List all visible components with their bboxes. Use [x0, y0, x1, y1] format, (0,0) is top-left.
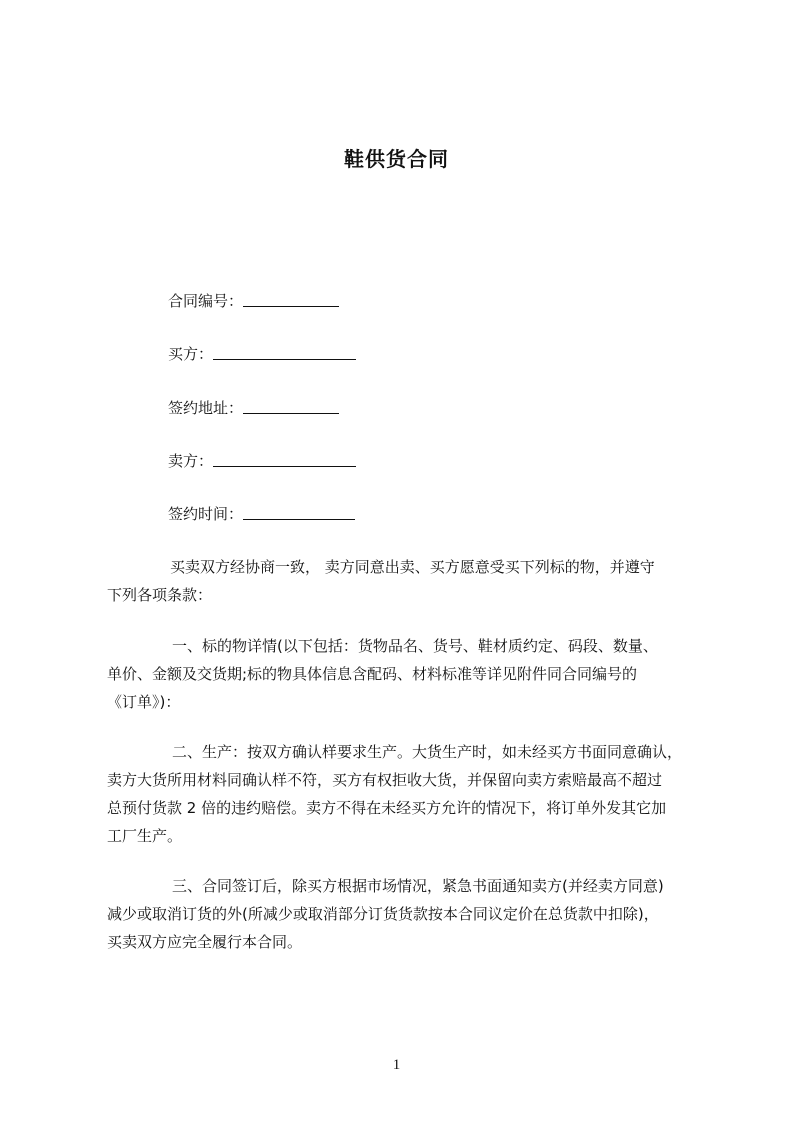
clause-1-paragraph [107, 632, 703, 716]
signing-address-blank [243, 398, 339, 414]
paragraph-line: 减少或取消订货的外(所减少或取消部分订货货款按本合同议定价在总货款中扣除)， [107, 905, 659, 923]
field-label: 签约时间： [168, 505, 244, 523]
signing-address-field [168, 398, 339, 418]
field-label: 签约地址： [168, 399, 244, 417]
paragraph-line: 三、合同签订后，除买方根据市场情况，紧急书面通知卖方(并经卖方同意) [172, 877, 664, 895]
paragraph-line: 买卖双方经协商一致， 卖方同意出卖、买方愿意受买下列标的物，并遵守 [170, 558, 655, 576]
paragraph-line: 二、生产：按双方确认样要求生产。大货生产时，如未经买方书面同意确认， [172, 743, 683, 761]
paragraph-line: 工厂生产。 [107, 827, 183, 845]
signing-time-field [168, 504, 355, 524]
paragraph-line: 单价、金额及交货期;标的物具体信息含配码、材料标准等详见附件同合同编号的 [107, 665, 638, 683]
intro-paragraph [107, 553, 703, 609]
contract-number-field [168, 291, 339, 311]
seller-blank [213, 451, 356, 467]
clause-3-paragraph [107, 872, 703, 956]
field-label: 合同编号： [168, 292, 244, 310]
paragraph-line: 买卖双方应完全履行本合同。 [107, 933, 303, 951]
contract-number-blank [243, 291, 339, 307]
signing-time-blank [243, 504, 355, 520]
clause-2-paragraph [107, 738, 703, 850]
paragraph-line: 下列各项条款： [107, 586, 213, 604]
field-label: 卖方： [168, 452, 214, 470]
seller-field [168, 451, 356, 471]
paragraph-line: 卖方大货所用材料同确认样不符，买方有权拒收大货，并保留向卖方索赔最高不超过 [107, 771, 663, 789]
paragraph-line: 《订单》)： [107, 693, 181, 711]
paragraph-line: 一、标的物详情(以下包括：货物品名、货号、鞋材质约定、码段、数量、 [172, 637, 658, 655]
buyer-blank [213, 344, 356, 360]
page-number: 1 [392, 1057, 401, 1073]
paragraph-line: 总预付货款 2 倍的违约赔偿。卖方不得在未经买方允许的情况下，将订单外发其它加 [107, 799, 667, 817]
buyer-field [168, 344, 356, 364]
field-label: 买方： [168, 345, 214, 363]
page-title: 鞋供货合同 [344, 147, 449, 171]
